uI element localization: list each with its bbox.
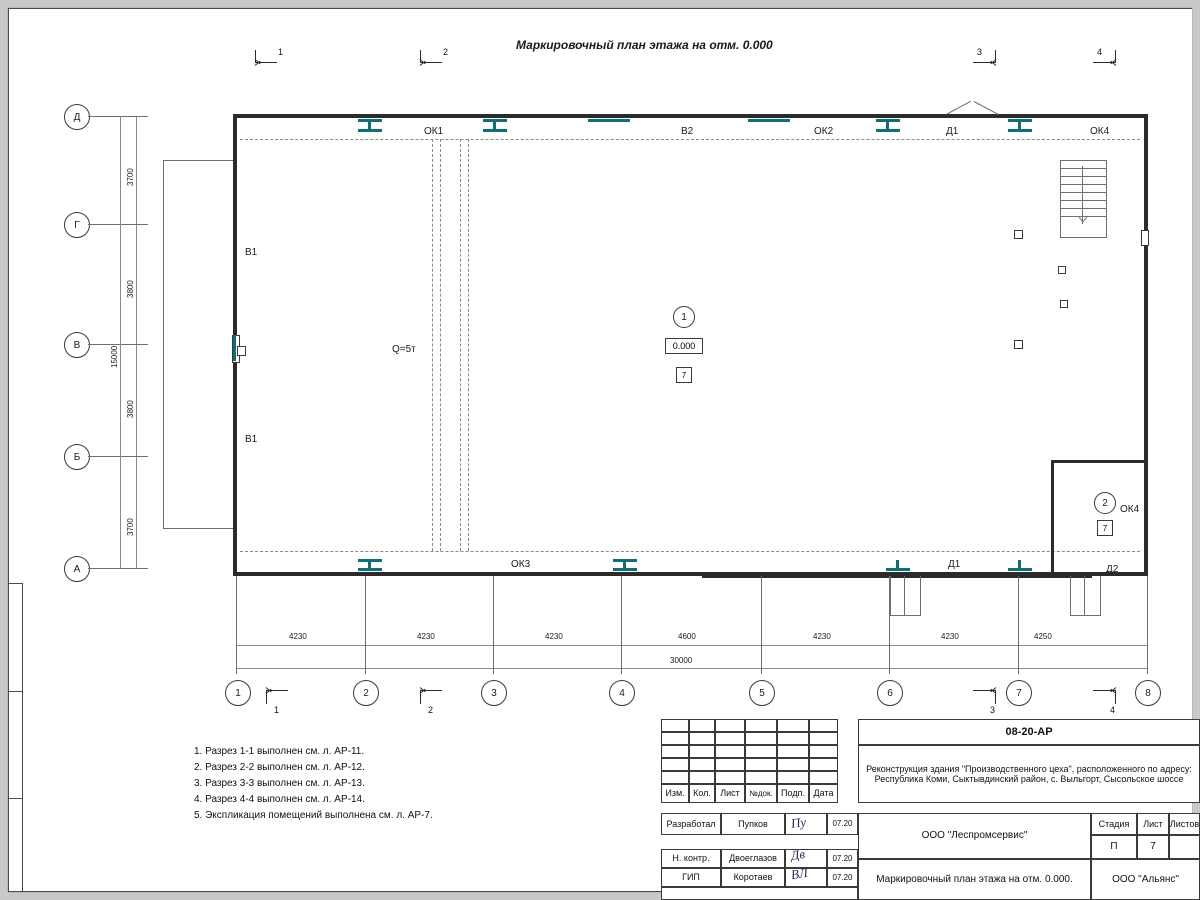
label-ok4-top: ОК4 xyxy=(1090,126,1110,137)
rev-grid-r2c6 xyxy=(809,732,838,745)
vdim-tick-3 xyxy=(130,344,143,345)
rev-grid-r4c4 xyxy=(745,758,777,771)
rev-grid-r5c6 xyxy=(809,771,838,784)
label-ok4-right: ОК4 xyxy=(1120,504,1140,515)
level-mark-0000: 0.000 xyxy=(665,338,703,354)
rev-grid-r4c3 xyxy=(715,758,745,771)
hdim-total: 30000 xyxy=(670,656,693,665)
label-ok2: ОК2 xyxy=(814,126,834,137)
rev-grid-r2c3 xyxy=(715,732,745,745)
rev-grid-r4c2 xyxy=(689,758,715,771)
axis-bubble-5: 5 xyxy=(749,680,775,706)
section-mark-4-bottom-label: 4 xyxy=(1110,705,1116,715)
crane-capacity-label: Q=5т xyxy=(392,344,416,355)
crane-rail-right-2 xyxy=(468,139,469,551)
label-b1-upper: В1 xyxy=(245,247,258,258)
col-header-ndok: №док. xyxy=(745,784,777,803)
equipment-mark-3 xyxy=(1060,300,1068,308)
door-swing-top-left xyxy=(946,101,971,115)
sheets-value xyxy=(1169,835,1200,859)
vertical-dim-chain xyxy=(136,116,137,568)
note-2: 2. Разрез 2-2 выполнен см. л. АР-12. xyxy=(194,762,365,773)
equipment-mark-4 xyxy=(1014,340,1023,349)
title-block xyxy=(661,719,1200,900)
rev-grid-r2c1 xyxy=(661,732,689,745)
axis-bubble-d: Д xyxy=(64,104,90,130)
grid-ext-7 xyxy=(1018,576,1019,674)
rev-grid-r3c4 xyxy=(745,745,777,758)
note-5: 5. Экспликация помещений выполнена см. л. АР-7. xyxy=(194,810,433,821)
rev-grid-r2c5 xyxy=(777,732,809,745)
column-bot-3 xyxy=(896,560,899,571)
stair-outline-right xyxy=(1106,160,1107,238)
wall-top xyxy=(233,114,1148,118)
note-4: 4. Разрез 4-4 выполнен см. л. АР-14. xyxy=(194,794,365,805)
date-gip: 07.20 xyxy=(827,868,858,887)
name-gip: Коротаев xyxy=(721,868,785,887)
rev-grid-r2c4 xyxy=(745,732,777,745)
rev-grid-r5c3 xyxy=(715,771,745,784)
room-tag-2: 2 xyxy=(1094,492,1116,514)
role-developer: Разработал xyxy=(661,813,721,835)
porch-2-inner xyxy=(1084,576,1085,616)
rev-grid-r4c1 xyxy=(661,758,689,771)
frame-edge-top xyxy=(8,8,1192,9)
rev-grid-r1c4 xyxy=(745,719,777,732)
frame-stub-1 xyxy=(8,583,22,584)
opening-ok2-c xyxy=(876,129,900,132)
opening-d1-top-b xyxy=(1008,129,1032,132)
horizontal-dim-chain xyxy=(236,645,1148,646)
partition-room2-top xyxy=(1051,460,1148,463)
grid-ext-5 xyxy=(761,576,762,674)
stair-arrow-head-r xyxy=(1083,217,1088,222)
stair-step-4 xyxy=(1060,192,1107,193)
label-d2: Д2 xyxy=(1106,564,1119,575)
stair-step-3 xyxy=(1060,184,1107,185)
section-mark-3-top-label: 3 xyxy=(977,47,983,57)
stage-value: П xyxy=(1091,835,1137,859)
role-gip: ГИП xyxy=(661,868,721,887)
name-developer: Пупков xyxy=(721,813,785,835)
outline-left-jog-bottom xyxy=(163,528,233,529)
rev-grid-r3c5 xyxy=(777,745,809,758)
signature-developer: Пу xyxy=(789,814,808,831)
section-mark-1-top-label: 1 xyxy=(278,47,284,57)
hdim-7: 4250 xyxy=(1034,632,1052,641)
rev-grid-r3c2 xyxy=(689,745,715,758)
stair-step-6 xyxy=(1060,208,1107,209)
sheet-header: Лист xyxy=(1137,813,1169,835)
stair-step-7 xyxy=(1060,216,1107,217)
rev-grid-r5c5 xyxy=(777,771,809,784)
grid-ext-4 xyxy=(621,576,622,674)
date-normcontrol: 07.20 xyxy=(827,849,858,868)
opening-ok1-d xyxy=(483,129,507,132)
rev-grid-r3c3 xyxy=(715,745,745,758)
stair-outline-bottom xyxy=(1060,237,1107,238)
equipment-mark-1 xyxy=(1014,230,1023,239)
rev-grid-r1c6 xyxy=(809,719,838,732)
rev-grid-r1c2 xyxy=(689,719,715,732)
signature-gip: ВЛ xyxy=(789,864,809,883)
porch-2-left xyxy=(1070,576,1071,616)
grid-ext-3 xyxy=(493,576,494,674)
vdim-tick-4 xyxy=(130,456,143,457)
col-header-list: Лист xyxy=(715,784,745,803)
label-b2: В2 xyxy=(681,126,694,137)
section-mark-3-bottom-label: 3 xyxy=(990,705,996,715)
section-mark-4-top-label: 4 xyxy=(1097,47,1103,57)
note-1: 1. Разрез 1-1 выполнен см. л. АР-11. xyxy=(194,746,365,757)
hdim-4: 4600 xyxy=(678,632,696,641)
label-d1-bottom: Д1 xyxy=(948,559,961,570)
project-code: 08-20-АР xyxy=(858,719,1200,745)
equipment-mark-2 xyxy=(1058,266,1066,274)
opening-left-wall-mark xyxy=(233,335,236,361)
designer-organization: ООО "Леспромсервис" xyxy=(858,813,1091,859)
finish-tag-1: 7 xyxy=(676,367,692,383)
stair-step-2 xyxy=(1060,176,1107,177)
rev-grid-r5c1 xyxy=(661,771,689,784)
rev-grid-r4c5 xyxy=(777,758,809,771)
vertical-total-chain xyxy=(120,116,121,568)
door-swing-top-right xyxy=(974,101,999,115)
hdim-3: 4230 xyxy=(545,632,563,641)
axis-bubble-b: Б xyxy=(64,444,90,470)
col-header-kol: Кол. xyxy=(689,784,715,803)
finish-tag-2: 7 xyxy=(1097,520,1113,536)
section-mark-2-bottom-label: 2 xyxy=(428,705,434,715)
axis-bubble-4: 4 xyxy=(609,680,635,706)
opening-ok3-d xyxy=(613,559,637,562)
axis-bubble-3: 3 xyxy=(481,680,507,706)
section-mark-2-top-label: 2 xyxy=(443,47,449,57)
outline-left-jog-top xyxy=(163,160,233,161)
rev-grid-r1c3 xyxy=(715,719,745,732)
col-header-izm: Изм. xyxy=(661,784,689,803)
frame-stub-3 xyxy=(8,691,22,692)
porch-2-right xyxy=(1100,576,1101,616)
label-d1-top: Д1 xyxy=(946,126,959,137)
date-developer: 07.20 xyxy=(827,813,858,835)
grid-ext-8 xyxy=(1147,576,1148,674)
opening-right-wall-1 xyxy=(1141,230,1149,246)
crane-rail-left xyxy=(432,139,433,551)
opening-ok1-b xyxy=(358,129,382,132)
opening-left-wall-2 xyxy=(237,346,246,356)
axis-bubble-g: Г xyxy=(64,212,90,238)
vdim-tick-5 xyxy=(130,568,143,569)
sheets-header: Листов xyxy=(1169,813,1200,835)
axis-bubble-6: 6 xyxy=(877,680,903,706)
rev-grid-r1c1 xyxy=(661,719,689,732)
vdim-4: 3700 xyxy=(126,518,135,536)
room-tag-1: 1 xyxy=(673,306,695,328)
stage-header: Стадия xyxy=(1091,813,1137,835)
opening-ok3-b xyxy=(358,559,382,562)
stair-direction-arrow xyxy=(1082,166,1083,224)
opening-b2-a xyxy=(588,119,630,122)
drawing-sheet xyxy=(8,8,1200,892)
vdim-3: 3800 xyxy=(126,400,135,418)
hdim-5: 4230 xyxy=(813,632,831,641)
porch-1-left xyxy=(890,576,891,616)
rev-grid-r4c6 xyxy=(809,758,838,771)
outline-left-jog-vert xyxy=(163,160,164,528)
inner-offset-top xyxy=(240,139,1140,140)
role-normcontrol: Н. контр. xyxy=(661,849,721,868)
note-3: 3. Разрез 3-3 выполнен см. л. АР-13. xyxy=(194,778,365,789)
vdim-total: 15000 xyxy=(110,345,119,368)
rev-grid-r3c6 xyxy=(809,745,838,758)
grid-ext-1 xyxy=(236,576,237,674)
object-description: Реконструкция здания "Производственного цеха", расположенного по адресу: Республика Коми, Сыктывдинский район, с. Выльгорт, Сысольское шоссе xyxy=(858,745,1200,803)
rev-grid-r5c2 xyxy=(689,771,715,784)
axis-bubble-a: А xyxy=(64,556,90,582)
axis-bubble-v: В xyxy=(64,332,90,358)
vdim-tick-2 xyxy=(130,224,143,225)
vdim-tick-1 xyxy=(130,116,143,117)
builder-organization: ООО "Альянс" xyxy=(1091,859,1200,900)
stair-step-5 xyxy=(1060,200,1107,201)
title-block-tail-left xyxy=(661,887,858,900)
notes-block xyxy=(194,744,433,824)
stair-outline-left xyxy=(1060,160,1061,238)
hdim-2: 4230 xyxy=(417,632,435,641)
porch-2-bottom xyxy=(1070,615,1101,616)
column-bot-4 xyxy=(1018,560,1021,571)
axis-bubble-7: 7 xyxy=(1006,680,1032,706)
inner-offset-bottom xyxy=(240,551,1140,552)
vdim-1: 3700 xyxy=(126,168,135,186)
sheet-value: 7 xyxy=(1137,835,1169,859)
axis-bubble-2: 2 xyxy=(353,680,379,706)
stair-outline-top xyxy=(1060,160,1107,161)
rev-grid-r3c1 xyxy=(661,745,689,758)
wall-right xyxy=(1144,114,1148,576)
label-b1-lower: В1 xyxy=(245,434,258,445)
signature-normcontrol: Дв xyxy=(789,846,806,863)
frame-edge-left xyxy=(8,8,9,892)
drawing-name: Маркировочный план этажа на отм. 0.000. xyxy=(858,859,1091,900)
label-ok1: ОК1 xyxy=(424,126,444,137)
crane-rail-right xyxy=(460,139,461,551)
grid-ext-2 xyxy=(365,576,366,674)
porch-1-right xyxy=(920,576,921,616)
partition-room2-left xyxy=(1051,460,1054,576)
horizontal-total-chain xyxy=(236,668,1148,669)
grid-ext-6 xyxy=(889,576,890,674)
porch-1-bottom xyxy=(890,615,921,616)
section-mark-1-bottom-label: 1 xyxy=(274,705,280,715)
opening-ok2-a xyxy=(748,119,790,122)
rev-grid-r1c5 xyxy=(777,719,809,732)
vdim-2: 3800 xyxy=(126,280,135,298)
hdim-6: 4230 xyxy=(941,632,959,641)
hdim-1: 4230 xyxy=(289,632,307,641)
axis-bubble-1: 1 xyxy=(225,680,251,706)
axis-bubble-8: 8 xyxy=(1135,680,1161,706)
porch-1-inner xyxy=(904,576,905,616)
col-header-podp: Подп. xyxy=(777,784,809,803)
col-header-data: Дата xyxy=(809,784,838,803)
label-ok3: ОК3 xyxy=(511,559,531,570)
plan-title: Маркировочный план этажа на отм. 0.000 xyxy=(516,38,773,52)
frame-stub-4 xyxy=(8,798,22,799)
crane-rail-left-2 xyxy=(440,139,441,551)
stair-step-1 xyxy=(1060,168,1107,169)
rev-grid-r2c2 xyxy=(689,732,715,745)
name-normcontrol: Двоеглазов xyxy=(721,849,785,868)
rev-grid-r5c4 xyxy=(745,771,777,784)
frame-stub-2 xyxy=(22,583,23,892)
